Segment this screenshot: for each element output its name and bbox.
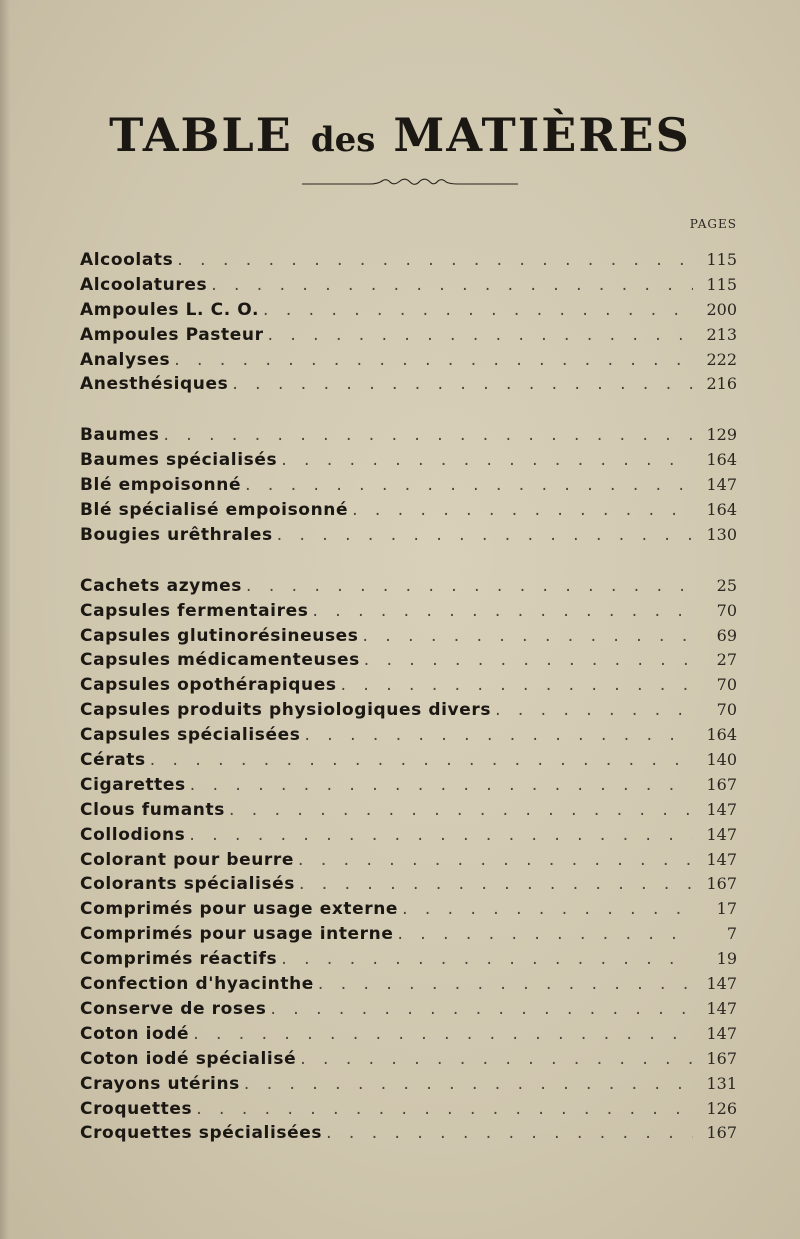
dot-leader bbox=[364, 648, 693, 673]
toc-entry bbox=[80, 723, 737, 748]
toc-entry-label: Coton iodé bbox=[80, 1023, 190, 1044]
dot-leader bbox=[281, 947, 693, 972]
toc-entry-label: Colorants spécialisés bbox=[80, 874, 295, 895]
toc-entry-label: Alcoolatures bbox=[80, 274, 208, 295]
toc-entry-label: Bougies urêthrales bbox=[80, 524, 273, 545]
toc-entry-page: 19 bbox=[716, 949, 737, 969]
dot-leader bbox=[268, 323, 693, 348]
toc-entry-page: 7 bbox=[726, 924, 737, 944]
toc-entry bbox=[80, 997, 737, 1022]
dot-leader bbox=[211, 273, 693, 298]
toc-entry bbox=[80, 498, 737, 523]
toc-entry-label: Capsules spécialisées bbox=[80, 725, 301, 746]
toc-entry-page: 222 bbox=[706, 349, 737, 369]
toc-entry bbox=[80, 972, 737, 997]
toc-entry-page: 167 bbox=[706, 774, 737, 794]
toc-entry bbox=[80, 773, 737, 798]
dot-leader bbox=[363, 624, 693, 649]
toc-entry-page: 216 bbox=[706, 374, 737, 394]
toc-entry-label: Clous fumants bbox=[80, 799, 225, 820]
dot-leader bbox=[189, 823, 693, 848]
dot-leader bbox=[298, 848, 693, 873]
toc-entry-label: Baumes spécialisés bbox=[80, 450, 278, 471]
page-edge bbox=[0, 0, 10, 1239]
table-of-contents bbox=[80, 248, 737, 1172]
toc-entry-label: Capsules fermentaires bbox=[80, 600, 309, 621]
toc-entry bbox=[80, 848, 737, 873]
toc-entry-page: 70 bbox=[716, 600, 737, 620]
dot-leader bbox=[318, 972, 693, 997]
toc-entry-page: 164 bbox=[706, 450, 737, 470]
toc-entry bbox=[80, 323, 737, 348]
dot-leader bbox=[326, 1121, 693, 1146]
toc-entry bbox=[80, 1022, 737, 1047]
toc-entry-label: Cachets azymes bbox=[80, 575, 243, 596]
toc-entry-page: 147 bbox=[706, 824, 737, 844]
toc-entry-label: Comprimés réactifs bbox=[80, 949, 278, 970]
toc-entry bbox=[80, 1097, 737, 1122]
toc-entry bbox=[80, 448, 737, 473]
dot-leader bbox=[277, 523, 693, 548]
toc-entry bbox=[80, 872, 737, 897]
toc-entry-page: 115 bbox=[706, 250, 737, 269]
title-word-des: des bbox=[310, 120, 376, 160]
ornament-divider-icon bbox=[300, 175, 520, 191]
toc-group bbox=[80, 248, 737, 397]
toc-entry bbox=[80, 372, 737, 397]
dot-leader bbox=[245, 473, 693, 498]
toc-entry bbox=[80, 624, 737, 649]
dot-leader bbox=[177, 248, 693, 273]
toc-entry-page: 115 bbox=[706, 274, 737, 294]
toc-entry-page: 17 bbox=[716, 899, 737, 919]
toc-entry-label: Colorant pour beurre bbox=[80, 849, 295, 870]
toc-entry bbox=[80, 798, 737, 823]
toc-entry-page: 167 bbox=[706, 1048, 737, 1068]
toc-entry-label: Cérats bbox=[80, 750, 146, 771]
dot-leader bbox=[341, 673, 693, 698]
toc-entry-label: Croquettes spécialisées bbox=[80, 1123, 323, 1144]
toc-entry-page: 70 bbox=[716, 700, 737, 720]
toc-group bbox=[80, 574, 737, 1146]
dot-leader bbox=[246, 574, 693, 599]
toc-entry bbox=[80, 473, 737, 498]
toc-entry-page: 130 bbox=[706, 524, 737, 544]
dot-leader bbox=[312, 599, 693, 624]
toc-entry-label: Comprimés pour usage externe bbox=[80, 899, 399, 920]
toc-entry-label: Anesthésiques bbox=[80, 374, 229, 395]
toc-entry-page: 147 bbox=[706, 974, 737, 994]
toc-entry-label: Blé spécialisé empoisonné bbox=[80, 500, 349, 521]
toc-entry bbox=[80, 673, 737, 698]
toc-entry-page: 70 bbox=[716, 675, 737, 695]
toc-entry-label: Croquettes bbox=[80, 1098, 193, 1119]
toc-entry bbox=[80, 748, 737, 773]
toc-entry-label: Analyses bbox=[80, 349, 171, 370]
dot-leader bbox=[174, 348, 693, 373]
dot-leader bbox=[398, 922, 694, 947]
dot-leader bbox=[232, 372, 693, 397]
dot-leader bbox=[299, 872, 693, 897]
dot-leader bbox=[244, 1072, 693, 1097]
pages-column-header: PAGES bbox=[689, 217, 737, 231]
toc-entry-label: Confection d'hyacinthe bbox=[80, 974, 314, 995]
dot-leader bbox=[352, 498, 693, 523]
toc-entry bbox=[80, 298, 737, 323]
dot-leader bbox=[402, 897, 693, 922]
toc-entry-page: 140 bbox=[706, 750, 737, 770]
toc-entry-label: Baumes bbox=[80, 425, 160, 446]
toc-entry-label: Blé empoisonné bbox=[80, 475, 242, 496]
toc-entry-page: 147 bbox=[706, 1023, 737, 1043]
toc-entry-label: Coton iodé spécialisé bbox=[80, 1048, 297, 1069]
toc-entry bbox=[80, 574, 737, 599]
toc-entry bbox=[80, 698, 737, 723]
toc-entry-page: 147 bbox=[706, 475, 737, 495]
dot-leader bbox=[281, 448, 693, 473]
toc-entry-page: 147 bbox=[706, 799, 737, 819]
toc-entry-page: 147 bbox=[706, 998, 737, 1018]
toc-entry bbox=[80, 273, 737, 298]
dot-leader bbox=[300, 1047, 693, 1072]
toc-entry bbox=[80, 1121, 737, 1146]
toc-entry-page: 147 bbox=[706, 849, 737, 869]
toc-group bbox=[80, 423, 737, 547]
toc-entry-label: Capsules glutinorésineuses bbox=[80, 625, 359, 646]
dot-leader bbox=[270, 997, 693, 1022]
toc-entry bbox=[80, 523, 737, 548]
toc-entry-label: Comprimés pour usage interne bbox=[80, 924, 394, 945]
toc-entry-page: 126 bbox=[706, 1098, 737, 1118]
toc-entry-page: 167 bbox=[706, 1123, 737, 1143]
toc-entry-page: 69 bbox=[716, 625, 737, 645]
toc-entry-label: Collodions bbox=[80, 824, 186, 845]
toc-entry-page: 27 bbox=[716, 650, 737, 670]
toc-entry-label: Conserve de roses bbox=[80, 998, 267, 1019]
title-word-matieres: MATIÈRES bbox=[393, 108, 691, 162]
toc-entry-page: 164 bbox=[706, 725, 737, 745]
dot-leader bbox=[190, 773, 693, 798]
dot-leader bbox=[164, 423, 694, 448]
toc-entry-label: Capsules produits physiologiques divers bbox=[80, 700, 492, 721]
toc-entry bbox=[80, 248, 737, 273]
toc-entry-label: Capsules opothérapiques bbox=[80, 675, 337, 696]
toc-entry-page: 200 bbox=[706, 299, 737, 319]
page-title bbox=[0, 108, 800, 162]
toc-entry-page: 25 bbox=[716, 575, 737, 595]
toc-entry-label: Ampoules L. C. O. bbox=[80, 299, 260, 320]
toc-entry-page: 164 bbox=[706, 500, 737, 520]
toc-entry-page: 213 bbox=[706, 324, 737, 344]
toc-entry bbox=[80, 648, 737, 673]
toc-entry-label: Crayons utérins bbox=[80, 1073, 240, 1094]
toc-entry-label: Capsules médicamenteuses bbox=[80, 650, 360, 671]
toc-entry bbox=[80, 922, 737, 947]
toc-entry bbox=[80, 423, 737, 448]
toc-entry-page: 131 bbox=[706, 1073, 737, 1093]
dot-leader bbox=[196, 1097, 693, 1122]
toc-entry bbox=[80, 897, 737, 922]
toc-entry bbox=[80, 599, 737, 624]
toc-entry-label: Alcoolats bbox=[80, 250, 174, 270]
toc-entry-page: 129 bbox=[706, 425, 737, 445]
toc-entry bbox=[80, 947, 737, 972]
toc-entry bbox=[80, 823, 737, 848]
dot-leader bbox=[229, 798, 693, 823]
toc-entry bbox=[80, 348, 737, 373]
dot-leader bbox=[263, 298, 693, 323]
toc-entry-page: 167 bbox=[706, 874, 737, 894]
dot-leader bbox=[495, 698, 693, 723]
title-word-table: TABLE bbox=[109, 108, 293, 162]
dot-leader bbox=[193, 1022, 693, 1047]
dot-leader bbox=[150, 748, 693, 773]
toc-entry bbox=[80, 1072, 737, 1097]
toc-entry-label: Ampoules Pasteur bbox=[80, 324, 264, 345]
dot-leader bbox=[304, 723, 693, 748]
toc-entry-label: Cigarettes bbox=[80, 774, 186, 795]
toc-entry bbox=[80, 1047, 737, 1072]
